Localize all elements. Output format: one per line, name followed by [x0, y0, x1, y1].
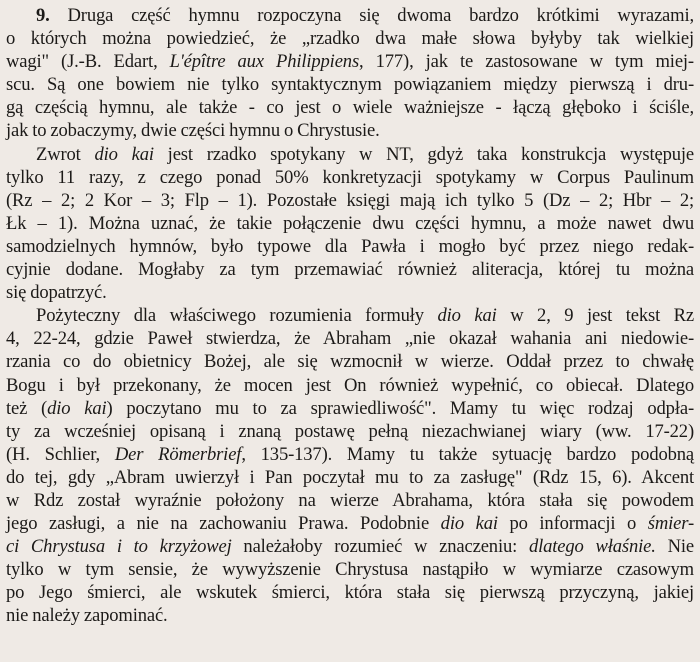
text-run: ) poczytano mu to za sprawiedliwość". Mamy tu więc rodzaj odpła-: [106, 397, 694, 419]
text-line: [6, 604, 694, 627]
italic-text: śmier-: [647, 513, 694, 535]
text-run: wagi" (J.-B. Edart,: [6, 51, 170, 73]
text-run: Zwrot: [36, 143, 95, 165]
text-run: jak to zobaczymy, dwie części hymnu o Chrystusie.: [6, 120, 380, 142]
text-run: 4, 22-24, gdzie Paweł stwierdza, że Abraham „nie okazał wahania ani niedowie-: [6, 328, 694, 350]
text-run: należałoby rozumieć w znaczeniu:: [231, 536, 529, 558]
text-run: po informacji o: [497, 513, 648, 535]
text-run: w 2, 9 jest tekst Rz: [496, 305, 694, 327]
text-run: cyjnie dodane. Mogłaby za tym przemawiać również aliteracja, której tu można: [6, 259, 694, 281]
text-run: tylko w tym sensie, że wywyższenie Chrystusa nastąpiło w wymiarze czasowym: [6, 559, 694, 581]
text-line: [6, 512, 694, 535]
text-line: [6, 212, 694, 235]
text-line: [6, 143, 694, 166]
italic-text: dlatego właśnie.: [528, 536, 656, 558]
text-run: Druga część hymnu rozpoczyna się dwoma bardzo krótkimi wyrazami,: [49, 5, 694, 26]
text-run: w Rdz został wyraźnie położony na wierze Abrahama, która stała się powodem: [6, 489, 694, 511]
italic-text: Der Römerbrief: [114, 443, 242, 465]
text-line: [6, 4, 694, 27]
paragraph-container: [6, 4, 694, 628]
text-line: [6, 558, 694, 581]
italic-text: dio kai: [440, 513, 498, 535]
text-run: jego zasługi, a nie na zachowaniu Prawa. Podobnie: [6, 513, 441, 535]
text-run: scu. Są one bowiem nie tylko syntaktycznym powiązaniem między pierwszą i dru-: [6, 74, 694, 96]
text-run: (H. Schlier,: [6, 443, 115, 465]
text-line: [6, 489, 694, 512]
text-run: , 135-137). Mamy tu także sytuację bardzo podobną: [241, 443, 695, 465]
text-run: też (: [6, 397, 48, 419]
text-run: (Rz – 2; 2 Kor – 3; Flp – 1). Pozostałe księgi mają ich tylko 5 (Dz – 2; Hbr – 2;: [6, 189, 694, 211]
text-line: [6, 420, 694, 443]
text-line: [6, 281, 694, 304]
text-run: ty za wcześniej opisaną i znaną postawę pełną niezachwianej wiary (ww. 17-22): [6, 420, 694, 442]
text-line: [6, 27, 694, 50]
body-paragraph-3: [6, 304, 694, 627]
text-line: [6, 466, 694, 489]
text-line: [6, 443, 694, 466]
text-run: Łk – 1). Można uznać, że takie połączenie dwu części hymnu, a może nawet dwu: [6, 212, 694, 234]
text-line: [6, 258, 694, 281]
text-line: [6, 350, 694, 373]
text-run: po Jego śmierci, ale wskutek śmierci, która stała się pierwszą przyczyną, jakiej: [6, 582, 694, 604]
text-line: [6, 581, 694, 604]
text-run: samodzielnych hymnów, było typowe dla Pawła i mogło być przez niego redak-: [6, 235, 694, 257]
text-run: o których można powiedzieć, że „rzadko dwa małe słowa byłyby tak wielkiej: [6, 28, 694, 50]
text-line: [6, 189, 694, 212]
body-paragraph-1: [6, 4, 694, 143]
italic-text: L'épître aux Philippiens: [169, 51, 360, 73]
text-line: [6, 235, 694, 258]
text-run: się dopatrzyć.: [6, 282, 107, 304]
text-run: rzania co do obietnicy Bożej, ale się wzmocnił w wierze. Oddał przez to chwałę: [6, 351, 694, 373]
text-line: [6, 73, 694, 96]
italic-text: dio kai: [437, 305, 497, 327]
text-line: [6, 397, 694, 420]
section-number: 9.: [36, 5, 50, 26]
italic-text: ci Chrystusa i to krzyżowej: [6, 536, 232, 558]
text-run: tylko 11 razy, z czego ponad 50% konkretyzacji spotykamy w Corpus Paulinum: [6, 166, 694, 188]
text-line: [6, 50, 694, 73]
body-paragraph-2: [6, 143, 694, 305]
text-run: nie należy zapominać.: [6, 605, 168, 627]
text-line: [6, 119, 694, 142]
text-line: [6, 374, 694, 397]
italic-text: dio kai: [47, 397, 107, 419]
text-run: gą częścią hymnu, ale także - co jest o wiele ważniejsze - łączą głęboko i ściśle,: [6, 97, 694, 119]
text-line: [6, 96, 694, 119]
text-line: [6, 166, 694, 189]
text-run: Bogu i był przekonany, że mocen jest On również wypełnić, co obiecał. Dlatego: [6, 374, 694, 396]
text-run: Pożyteczny dla właściwego rozumienia formuły: [36, 305, 438, 327]
text-line: [6, 304, 694, 327]
text-line: [6, 535, 694, 558]
text-run: jest rzadko spotykany w NT, gdyż taka konstrukcja występuje: [153, 143, 694, 165]
text-run: do tej, gdy „Abram uwierzył i Pan poczytał mu to za zasługę" (Rdz 15, 6). Akcent: [6, 466, 694, 488]
italic-text: dio kai: [94, 143, 154, 165]
text-line: [6, 327, 694, 350]
text-run: , 177), jak te zastosowane w tym miej-: [359, 51, 694, 73]
text-run: Nie: [655, 536, 694, 558]
